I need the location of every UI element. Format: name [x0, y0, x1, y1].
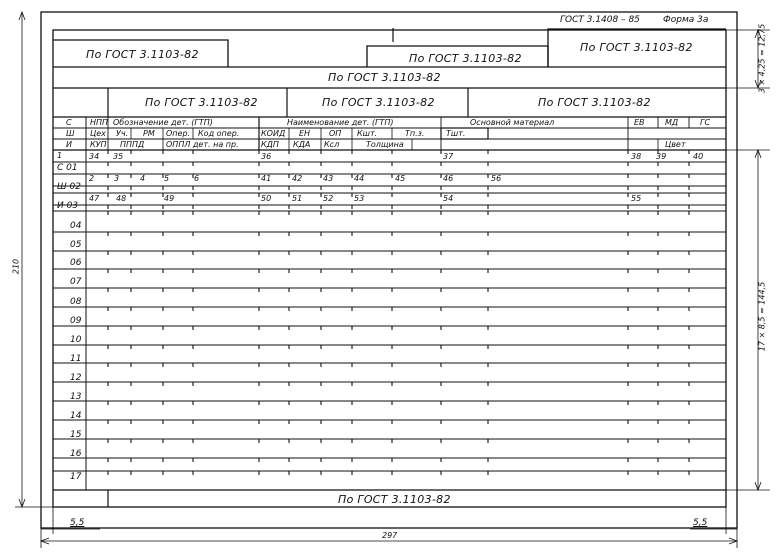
- ref-box-right: По ГОСТ 3.1103-82: [580, 41, 693, 54]
- field-number: 49: [164, 194, 175, 203]
- col-c: С: [66, 118, 72, 127]
- ref-band-2a: По ГОСТ 3.1103-82: [145, 96, 258, 109]
- col-thickness: Толщина: [366, 140, 404, 149]
- field-number: 41: [261, 174, 272, 183]
- col-md: МД: [665, 118, 679, 127]
- field-number: 45: [395, 174, 406, 183]
- dim-height: 210: [11, 258, 21, 275]
- field-number: 39: [656, 152, 667, 161]
- col-pppd: ПППД: [120, 140, 145, 149]
- ref-band-1: По ГОСТ 3.1103-82: [328, 71, 441, 84]
- field-number: 51: [292, 194, 303, 203]
- row-label-04: 04: [70, 221, 82, 231]
- field-number: 2: [89, 174, 95, 183]
- row-label-02: Ш 02: [57, 182, 81, 192]
- ref-box-left: По ГОСТ 3.1103-82: [86, 48, 199, 61]
- field-number: 44: [354, 174, 365, 183]
- row-label-08: 08: [70, 297, 82, 307]
- col-koid: КОИД: [261, 129, 286, 138]
- col-i: И: [66, 140, 72, 149]
- field-number: 43: [323, 174, 334, 183]
- col-oppl: ОППЛ дет. на пр.: [166, 140, 239, 149]
- row-1-top: 1: [57, 151, 63, 160]
- ref-footer: По ГОСТ 3.1103-82: [338, 493, 451, 506]
- col-kup: КУП: [90, 140, 107, 149]
- col-rm: РМ: [143, 129, 155, 138]
- col-designation: Обозначение дет. (ГТП): [113, 118, 213, 127]
- form-number: Форма 3а: [663, 15, 709, 25]
- col-tpz: Тп.з.: [405, 129, 425, 138]
- row-label-03: И 03: [57, 201, 79, 211]
- row-label-01: С 01: [57, 163, 78, 173]
- dim-width: 297: [382, 531, 398, 540]
- row-label-06: 06: [70, 258, 82, 268]
- ref-box-mid: По ГОСТ 3.1103-82: [409, 52, 522, 65]
- field-number: 38: [631, 152, 642, 161]
- dim-margin-left: 5,5: [70, 518, 85, 528]
- col-ksl: Ксл: [324, 140, 340, 149]
- dim-margin-right: 5,5: [693, 518, 708, 528]
- field-number: 40: [693, 152, 704, 161]
- field-number: 54: [443, 194, 454, 203]
- field-number: 46: [443, 174, 454, 183]
- col-oper-code: Код опер.: [198, 129, 240, 138]
- field-number: 36: [261, 152, 272, 161]
- row-label-14: 14: [70, 411, 82, 421]
- row-label-10: 10: [70, 335, 82, 345]
- row-label-07: 07: [70, 277, 82, 287]
- field-number: 3: [114, 174, 120, 183]
- col-workshop: Цех: [90, 129, 106, 138]
- col-kdp: КДП: [261, 140, 279, 149]
- col-ev: ЕВ: [634, 118, 645, 127]
- col-color: Цвет: [665, 140, 686, 149]
- field-number: 52: [323, 194, 334, 203]
- col-op: ОП: [329, 129, 342, 138]
- row-label-05: 05: [70, 240, 82, 250]
- row-label-15: 15: [70, 430, 82, 440]
- col-name: Наименование дет. (ГТП): [287, 118, 394, 127]
- field-number: 53: [354, 194, 365, 203]
- col-gs: ГС: [700, 118, 711, 127]
- col-kda: КДА: [293, 140, 311, 149]
- col-npp: НПП: [90, 118, 109, 127]
- col-ksht: Кшт.: [357, 129, 378, 138]
- row-label-09: 09: [70, 316, 82, 326]
- field-number: 50: [261, 194, 272, 203]
- row-label-11: 11: [70, 354, 82, 364]
- field-number: 34: [89, 152, 100, 161]
- field-number: 5: [164, 174, 170, 183]
- field-number: 35: [113, 152, 124, 161]
- col-material: Основной материал: [470, 118, 555, 127]
- row-label-12: 12: [70, 373, 82, 383]
- row-label-17: 17: [70, 472, 82, 482]
- field-number: 42: [292, 174, 303, 183]
- dim-right-top: 3 × 4,25 = 12,75: [757, 23, 767, 94]
- field-number: 56: [491, 174, 502, 183]
- row-label-13: 13: [70, 392, 82, 402]
- col-section: Уч.: [116, 129, 129, 138]
- row-label-16: 16: [70, 449, 82, 459]
- field-number: 6: [194, 174, 200, 183]
- ref-band-2c: По ГОСТ 3.1103-82: [538, 96, 651, 109]
- col-oper: Опер.: [166, 129, 191, 138]
- field-number: 55: [631, 194, 642, 203]
- field-number: 4: [140, 174, 146, 183]
- ref-band-2b: По ГОСТ 3.1103-82: [322, 96, 435, 109]
- field-number: 48: [116, 194, 127, 203]
- field-number: 47: [89, 194, 100, 203]
- field-number: 37: [443, 152, 454, 161]
- col-sh: Ш: [66, 129, 75, 138]
- dim-right-mid: 17 × 8,5 = 144,5: [757, 281, 767, 352]
- col-en: ЕН: [299, 129, 311, 138]
- col-tsht: Тшт.: [446, 129, 466, 138]
- gost-number: ГОСТ 3.1408 – 85: [560, 15, 640, 25]
